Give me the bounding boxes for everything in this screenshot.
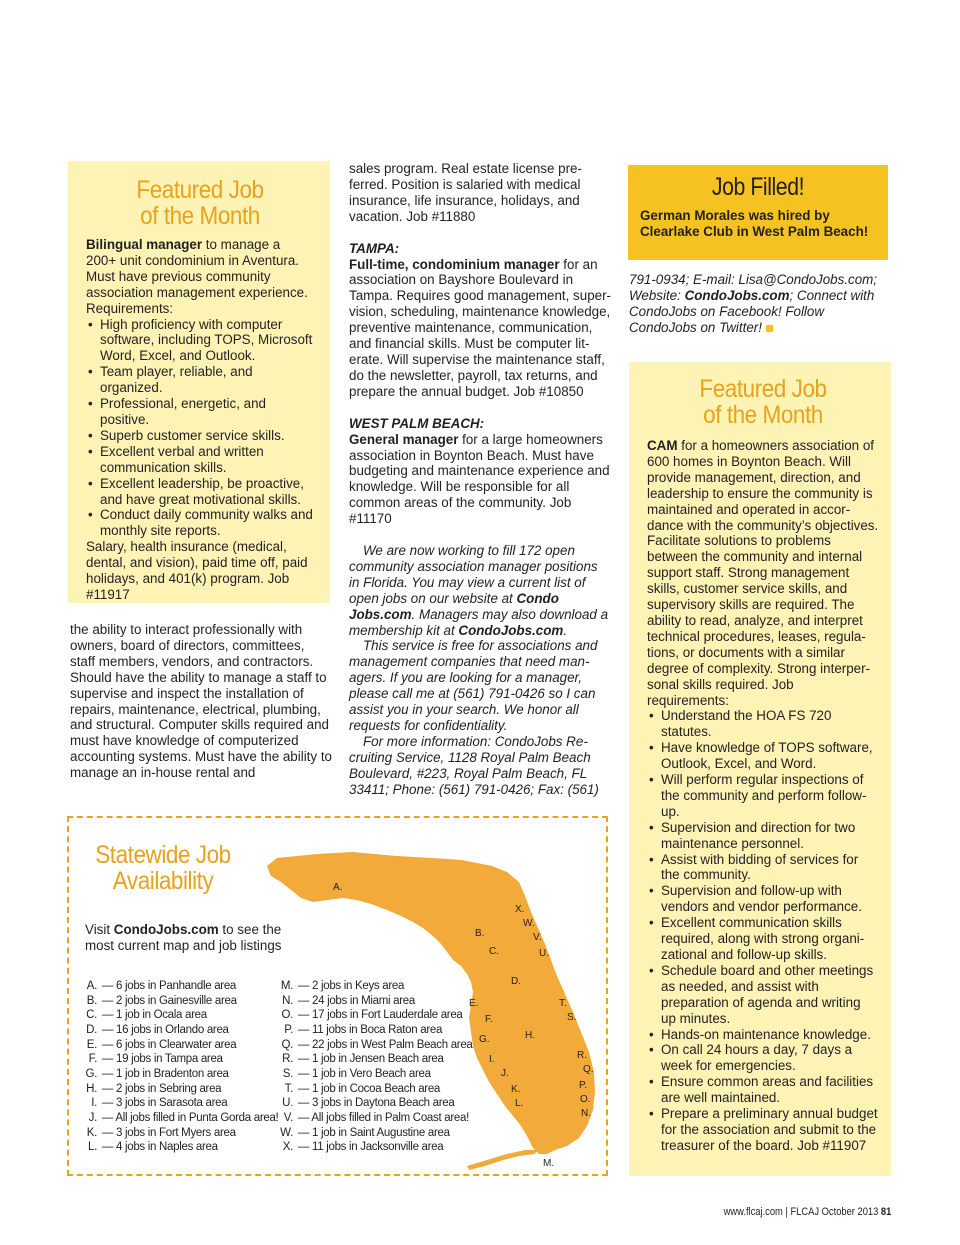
job-list-text: — 4 jobs in Naples area <box>99 1141 218 1154</box>
featured-job-title-line2: of the Month <box>140 202 260 230</box>
visit-text: Visit <box>85 922 114 937</box>
featured-job-body <box>86 237 314 603</box>
list-item: • Have knowledge of TOPS software, Outlook, Excel, and Word. <box>647 740 879 772</box>
page-number: 81 <box>880 1206 891 1218</box>
job-list-text: — 19 jobs in Tampa area <box>99 1053 223 1066</box>
notice-text: We are now working to fill 172 open community association manager positions in Florida. You may view a current list of open jobs on our website at <box>349 543 598 606</box>
job-list-row <box>83 979 283 994</box>
list-item: • Assist with bidding of services for the community. <box>647 852 879 884</box>
list-item: • Excellent leadership, be proactive, and have great motivational skills. <box>86 476 314 508</box>
job-list-text: — 3 jobs in Fort Myers area <box>99 1126 236 1139</box>
job-list-text: — 1 job in Bradenton area <box>99 1067 229 1080</box>
page-footer <box>723 1206 891 1218</box>
job-list-row <box>83 994 283 1009</box>
condojobs-link[interactable]: CondoJobs.com <box>113 922 219 937</box>
notice-paragraph <box>349 543 611 638</box>
job-list-text: — 6 jobs in Panhandle area <box>99 980 237 992</box>
job-list-right <box>279 979 479 1155</box>
map-label: O. <box>580 1094 591 1105</box>
job-list-letter: O. <box>281 1009 293 1022</box>
map-label: U. <box>539 948 549 959</box>
column2 <box>349 161 611 798</box>
map-label: B. <box>475 928 485 939</box>
statewide-title-line1: Statewide Job <box>95 841 231 869</box>
job-list-letter: T. <box>284 1082 293 1095</box>
job-list-row <box>83 1038 283 1053</box>
job-list-text: — 3 jobs in Daytona Beach area <box>295 1097 455 1110</box>
job-title-bold: CAM <box>647 438 678 453</box>
featured-job-lead <box>647 438 879 708</box>
job-list-row <box>83 1067 283 1082</box>
job-list-letter: C. <box>86 1009 97 1022</box>
job-list-row <box>279 1082 479 1097</box>
job-list-letter: N. <box>282 994 293 1007</box>
job-list-text: — 11 jobs in Jacksonville area <box>295 1141 444 1154</box>
map-label: K. <box>511 1084 521 1095</box>
job-list-text: — All jobs filled in Palm Coast area! <box>295 1111 469 1124</box>
job-list-row <box>83 1052 283 1067</box>
job-list-letter: S. <box>282 1067 293 1080</box>
job-list-row <box>279 1008 479 1023</box>
map-label: M. <box>543 1158 555 1169</box>
city-heading-tampa: TAMPA: <box>349 240 400 256</box>
condojobs-link[interactable]: Condo Jobs.com <box>349 590 559 622</box>
job-list-row <box>83 1023 283 1038</box>
job-list-text: — 17 jobs in Fort Lauderdale area <box>295 1009 463 1022</box>
job-list-letter: F. <box>88 1053 97 1066</box>
list-item: • Conduct daily community walks and monthly site reports. <box>86 507 314 539</box>
job-list-row <box>279 1096 479 1111</box>
job-list-letter: H. <box>86 1082 97 1095</box>
job-title-bold: General manager <box>349 431 459 447</box>
job-list-text: — 1 job in Ocala area <box>99 1009 207 1022</box>
map-label: E. <box>469 998 479 1009</box>
end-mark-icon <box>766 325 773 332</box>
job-list-text: — 2 jobs in Keys area <box>295 980 405 992</box>
map-label: H. <box>525 1030 535 1041</box>
job-list-row <box>279 1126 479 1141</box>
list-item: • High proficiency with computer software, including TOPS, Microsoft Word, Excel, and Outlook. <box>86 317 314 365</box>
map-label: S. <box>567 1012 577 1023</box>
job-list-letter: K. <box>86 1126 97 1139</box>
map-label: I. <box>489 1054 495 1065</box>
job-list-letter: A. <box>86 980 97 992</box>
list-item: • Excellent communication skills required, along with strong organizational and follow-up skills. <box>647 915 879 963</box>
job-listing-tampa <box>349 257 611 400</box>
featured-job-title <box>97 177 302 229</box>
map-label: P. <box>579 1080 588 1091</box>
statewide-title <box>91 842 235 894</box>
job-list-row <box>279 1140 479 1155</box>
list-item: • Superb customer service skills. <box>86 428 314 444</box>
map-label: W. <box>523 918 535 929</box>
map-label: J. <box>501 1068 509 1079</box>
list-item: • Schedule board and other meetings as needed, and assist with preparation of agenda and writing up minutes. <box>647 963 879 1027</box>
contact-info <box>629 272 891 336</box>
job-list-letter: X. <box>282 1141 293 1154</box>
list-item: • Supervision and direction for two maintenance personnel. <box>647 820 879 852</box>
job-list-text: — All jobs filled in Punta Gorda area! <box>99 1111 279 1124</box>
map-label: T. <box>559 998 567 1009</box>
requirements-list <box>647 708 879 1153</box>
job-list-row <box>83 1082 283 1097</box>
list-item: • Hands-on maintenance knowledge. <box>647 1027 879 1043</box>
service-paragraph: This service is free for associations and management companies that need managers. If you are looking for a manager, please call me at (561) 791-0426 so I can assist you in your search. We honor all requests for confidentiality. <box>349 638 598 733</box>
map-label: Q. <box>583 1064 594 1075</box>
list-item: • Will perform regular inspections of the community and perform follow-up. <box>647 772 879 820</box>
job-description: for a homeowners association of 600 homes in Boynton Beach. Will provide management, direction, and leadership to ensure the community is maintained and operated in accordance with the community’s objectives. Facilitate solutions to problems between the community and internal support staff. Strong management skills, customer service skills, and supervisory skills are required. The ability to read, analyze, and interpret technical procedures, leases, regulations, or documents with a similar degree of complexity. Strong interpersonal skills required. Job requirements: <box>647 438 879 708</box>
job-list-letter: R. <box>282 1053 293 1066</box>
job-list-text: — 1 job in Cocoa Beach area <box>295 1082 441 1095</box>
job-list-row <box>279 1038 479 1053</box>
job-list-row <box>83 1111 283 1126</box>
job-list-letter: B. <box>86 994 97 1007</box>
job-list-text: — 1 job in Saint Augustine area <box>295 1126 450 1139</box>
job-list-letter: E. <box>86 1038 97 1051</box>
job-list-text: — 22 jobs in West Palm Beach area <box>295 1038 473 1051</box>
map-label: L. <box>515 1098 524 1109</box>
map-label: C. <box>489 946 499 957</box>
job-title-bold: Full-time, condominium manager <box>349 256 560 272</box>
job-list-text: — 3 jobs in Sarasota area <box>99 1097 228 1110</box>
map-label: G. <box>479 1034 490 1045</box>
map-label: F. <box>485 1014 493 1025</box>
featured-job-body <box>647 438 879 1154</box>
map-label: V. <box>533 932 542 943</box>
map-label: D. <box>511 976 521 987</box>
job-list-row <box>83 1140 283 1155</box>
column2-intro: sales program. Real estate license preferred. Position is salaried with medical insurance, life insurance, holidays, and vacation. Job #11880 <box>349 161 582 224</box>
featured-job-panel-left <box>68 161 330 603</box>
job-list-letter: P. <box>284 1023 293 1036</box>
featured-job-closing: Salary, health insurance (medical, dental, and vision), paid time off, paid holidays, and 401(k) program. Job #11917 <box>86 539 308 602</box>
list-item: • On call 24 hours a day, 7 days a week for emergencies. <box>647 1042 879 1074</box>
list-item: • Supervision and follow-up with vendors and vendor performance. <box>647 883 879 915</box>
featured-job-title-line1: Featured Job <box>136 176 264 204</box>
job-description: for a large homeowners association in Boynton Beach. Must have budgeting and maintenance experience and knowledge. Will be responsible for all common areas of the community. Job #11170 <box>349 431 610 527</box>
job-list-letter: Q. <box>281 1038 293 1051</box>
notice-text: . <box>563 622 568 638</box>
job-list-row <box>83 1126 283 1141</box>
condojobs-link[interactable]: CondoJobs.com <box>684 287 790 303</box>
footer-website[interactable]: www.flcaj.com <box>723 1206 783 1218</box>
map-label: X. <box>515 904 525 915</box>
job-description: for an association on Bayshore Boulevard in Tampa. Requires good management, supervision, scheduling, maintenance knowledge, preventive maintenance, communication, and financial skills. Must be computer literate. Will supervise the maintenance staff, do the newsletter, payroll, tax returns, and prepare the annual budget. Job #10850 <box>349 256 612 399</box>
list-item: • Prepare a preliminary annual budget for the association and submit to the treasurer of the board. Job #11907 <box>647 1106 879 1154</box>
job-list-letter: U. <box>282 1097 293 1110</box>
job-list-text: — 1 job in Vero Beach area <box>295 1067 431 1080</box>
map-label: A. <box>333 882 343 893</box>
job-list-row <box>279 1111 479 1126</box>
footer-separator: | <box>785 1206 788 1218</box>
job-list-left <box>83 979 283 1155</box>
job-list-row <box>279 1023 479 1038</box>
job-list-letter: D. <box>86 1023 97 1036</box>
list-item: • Team player, reliable, and organized. <box>86 364 314 396</box>
job-list-text: — 16 jobs in Orlando area <box>99 1023 229 1036</box>
job-list-letter: J. <box>88 1111 97 1124</box>
job-list-row <box>279 994 479 1009</box>
featured-job-title-line2: of the Month <box>703 401 823 429</box>
map-label: R. <box>577 1050 587 1061</box>
list-item: • Excellent verbal and written communication skills. <box>86 444 314 476</box>
condojobs-link[interactable]: CondoJobs.com <box>458 622 564 638</box>
job-title-bold: Bilingual manager <box>86 237 203 252</box>
list-item: • Ensure common areas and facilities are well maintained. <box>647 1074 879 1106</box>
job-list-letter: G. <box>85 1067 97 1080</box>
map-label: N. <box>581 1108 591 1119</box>
job-list-text: — 2 jobs in Gainesville area <box>99 994 237 1007</box>
job-list-row <box>279 1052 479 1067</box>
list-item: • Understand the HOA FS 720 statutes. <box>647 708 879 740</box>
job-list-text: — 6 jobs in Clearwater area <box>99 1038 237 1051</box>
job-filled-text: German Morales was hired by Clearlake Club in West Palm Beach! <box>640 208 869 239</box>
statewide-title-line2: Availability <box>112 867 214 895</box>
featured-job-title <box>659 376 868 428</box>
job-list-text: — 24 jobs in Miami area <box>295 994 415 1007</box>
job-list-letter: W. <box>280 1126 293 1139</box>
requirements-list <box>86 317 314 540</box>
job-filled-title: Job Filled! <box>711 173 805 201</box>
featured-job-panel-right <box>629 362 891 1176</box>
job-description: to manage a 200+ unit condominium in Aventura. Must have previous community association management experience. Requirements: <box>86 237 308 316</box>
more-info-paragraph: For more information: CondoJobs Recruiting Service, 1128 Royal Palm Beach Boulevard, #223, Royal Palm Beach, FL 33411; Phone: (561) 791-0426; Fax: (561) <box>349 733 599 797</box>
contact-text: 791-0934; E-mail: Lisa@CondoJobs.com; Website: <box>629 272 878 303</box>
job-list-row <box>83 1008 283 1023</box>
job-listing-west-palm-beach <box>349 432 611 527</box>
statewide-job-availability-box <box>67 816 608 1176</box>
job-list-letter: V. <box>283 1111 293 1124</box>
job-list-row <box>279 979 479 994</box>
job-list-letter: I. <box>91 1097 97 1110</box>
column1-continued-text: the ability to interact professionally with owners, board of directors, committees, staff members, vendors, and contractors. Should have the ability to manage a staff to supervise and inspect the installation of repairs, maintenance, electrical, plumbing, and structural. Computer skills required and must have knowledge of computerized accounting systems. Must have the ability to manage an in-house rental and <box>70 622 332 781</box>
job-list-letter: M. <box>280 980 293 992</box>
footer-date: October 2013 <box>821 1206 878 1218</box>
contact-text: ; Connect with CondoJobs on Facebook! Follow CondoJobs on Twitter! <box>629 287 875 335</box>
job-list-row <box>279 1067 479 1082</box>
job-list-row <box>83 1096 283 1111</box>
job-list-letter: L. <box>88 1141 97 1154</box>
notice-text: . Managers may also download a membership kit at <box>349 606 609 638</box>
footer-publication: FLCAJ <box>790 1206 819 1218</box>
visit-text: to see the most current map and job listings <box>85 922 282 953</box>
featured-job-title-line1: Featured Job <box>699 375 827 403</box>
job-filled-box <box>628 165 888 260</box>
city-heading-west-palm-beach: WEST PALM BEACH: <box>349 415 485 431</box>
list-item: • Professional, energetic, and positive. <box>86 396 314 428</box>
job-list-text: — 11 jobs in Boca Raton area <box>295 1023 443 1036</box>
job-list-text: — 2 jobs in Sebring area <box>99 1082 222 1095</box>
featured-job-lead <box>86 237 314 317</box>
job-list-text: — 1 job in Jensen Beach area <box>295 1053 444 1066</box>
